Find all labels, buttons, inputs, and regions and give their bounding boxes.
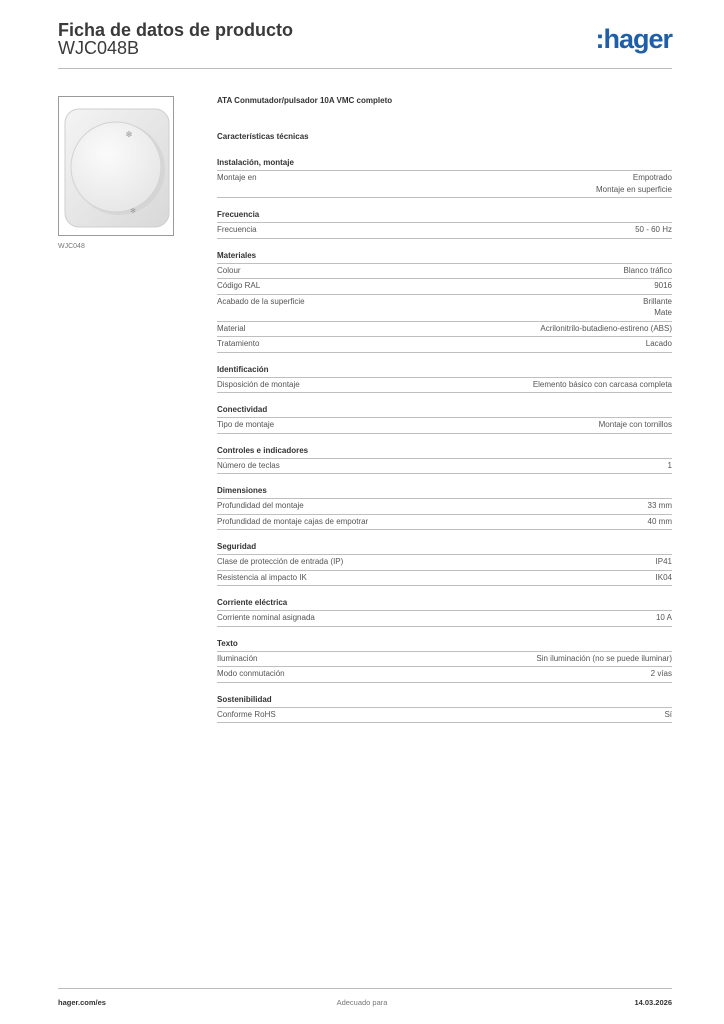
spec-row — [217, 571, 672, 587]
spec-label: Acabado de la superficie — [217, 296, 305, 306]
spec-value — [664, 709, 672, 721]
spec-section — [217, 484, 672, 530]
spec-label: Frecuencia — [217, 225, 257, 234]
section-title: Instalación, montaje — [217, 156, 672, 171]
spec-value — [654, 280, 672, 292]
spec-content — [217, 96, 672, 723]
spec-value-line: 33 mm — [647, 501, 672, 510]
spec-label: Resistencia al impacto IK — [217, 572, 307, 582]
spec-section — [217, 596, 672, 627]
footer-website-link[interactable]: hager.com/es — [58, 998, 106, 1007]
spec-label: Tipo de montaje — [217, 420, 275, 429]
section-title: Dimensiones — [217, 484, 672, 499]
spec-row — [217, 223, 672, 239]
product-code: WJC048B — [58, 38, 140, 58]
spec-value-line: Elemento básico con carcasa completa — [532, 379, 672, 389]
spec-value-line: IP41 — [655, 557, 672, 566]
spec-row — [217, 515, 672, 531]
svg-text:✻: ✻ — [130, 208, 136, 215]
spec-section — [217, 403, 672, 434]
spec-value — [656, 556, 672, 568]
spec-value-line: Brillante — [643, 296, 672, 306]
svg-text:✻: ✻ — [125, 130, 133, 139]
spec-value-line: Acrilonitrilo-butadieno-estireno (ABS) — [540, 323, 672, 333]
spec-value — [533, 379, 672, 391]
footer-center-text: Adecuado para — [336, 998, 388, 1007]
spec-section — [217, 208, 672, 239]
spec-value — [599, 419, 672, 431]
spec-row — [217, 708, 672, 724]
spec-label: Conforme RoHS — [217, 709, 276, 719]
spec-label: Número de teclas — [217, 460, 280, 470]
spec-value — [540, 323, 672, 335]
hager-logo: :hager — [595, 24, 672, 54]
spec-value — [651, 668, 672, 680]
spec-section — [217, 249, 672, 353]
spec-label: Montaje en — [217, 173, 257, 182]
spec-row — [217, 652, 672, 668]
spec-value-line: Sin iluminación (no se puede iluminar) — [536, 653, 672, 663]
spec-row — [217, 555, 672, 571]
spec-section — [217, 363, 672, 394]
spec-label: Profundidad de montaje cajas de empotrar — [217, 516, 369, 526]
spec-value-line: 40 mm — [647, 516, 672, 526]
spec-label: Material — [217, 323, 246, 333]
section-title: Frecuencia — [217, 208, 672, 223]
spec-row — [217, 459, 672, 475]
spec-label: Colour — [217, 265, 241, 275]
product-image — [58, 96, 174, 236]
spec-value — [596, 172, 672, 195]
header-divider — [58, 68, 672, 69]
spec-value — [536, 653, 672, 665]
logo-text: hager — [603, 24, 672, 54]
spec-label: Disposición de montaje — [217, 379, 300, 389]
spec-row — [217, 279, 672, 295]
spec-value — [646, 338, 672, 350]
spec-label: Modo conmutación — [217, 669, 285, 678]
spec-row — [217, 264, 672, 280]
spec-row — [217, 295, 672, 322]
spec-value — [656, 612, 672, 624]
spec-value-line: Sí — [664, 709, 672, 719]
spec-value — [643, 296, 672, 319]
spec-value-line: 10 A — [655, 613, 672, 622]
spec-row — [217, 378, 672, 394]
footer-divider — [58, 988, 672, 989]
spec-row — [217, 171, 672, 198]
spec-value-line: Montaje en superficie — [595, 184, 672, 194]
spec-value — [635, 224, 672, 236]
spec-section — [217, 444, 672, 475]
section-title: Corriente eléctrica — [217, 596, 672, 611]
spec-section — [217, 693, 672, 724]
product-name: ATA Conmutador/pulsador 10A VMC completo — [217, 96, 393, 105]
spec-label: Código RAL — [217, 281, 261, 290]
spec-value — [648, 516, 672, 528]
section-title: Materiales — [217, 249, 672, 264]
spec-section — [217, 540, 672, 586]
spec-value-line: Mate — [654, 308, 672, 317]
spec-value-line: Blanco tráfico — [623, 265, 672, 275]
section-title: Identificación — [217, 363, 672, 378]
spec-label: Profundidad del montaje — [217, 501, 304, 510]
section-title: Sostenibilidad — [217, 693, 672, 708]
section-title: Seguridad — [217, 540, 672, 555]
spec-row — [217, 611, 672, 627]
spec-row — [217, 499, 672, 515]
spec-value — [668, 460, 672, 472]
spec-row — [217, 322, 672, 338]
spec-value-line: 50 - 60 Hz — [635, 225, 672, 234]
spec-value-line: 2 vías — [650, 669, 672, 678]
footer-date: 14.03.2026 — [634, 998, 672, 1007]
section-title: Controles e indicadores — [217, 444, 672, 459]
spec-row — [217, 337, 672, 353]
spec-value — [648, 500, 672, 512]
spec-section — [217, 637, 672, 683]
spec-value-line: Lacado — [645, 339, 672, 348]
spec-label: Tratamiento — [217, 339, 260, 348]
section-title: Texto — [217, 637, 672, 652]
spec-value-line: Empotrado — [632, 173, 672, 182]
spec-row — [217, 667, 672, 683]
spec-label: Clase de protección de entrada (IP) — [217, 557, 344, 566]
page-title: Ficha de datos de producto — [58, 20, 294, 40]
spec-label: Iluminación — [217, 653, 258, 663]
image-caption: WJC048 — [58, 243, 85, 250]
spec-row — [217, 418, 672, 434]
spec-label: Corriente nominal asignada — [217, 613, 315, 622]
spec-section — [217, 156, 672, 198]
tech-heading: Características técnicas — [217, 132, 309, 141]
spec-value — [624, 265, 672, 277]
spec-sections — [217, 156, 672, 723]
spec-value-line: 1 — [667, 460, 672, 470]
section-title: Conectividad — [217, 403, 672, 418]
spec-value — [656, 572, 672, 584]
spec-value-line: Montaje con tornillos — [598, 420, 672, 429]
spec-value-line: 9016 — [654, 281, 672, 290]
spec-value-line: IK04 — [655, 572, 672, 582]
switch-image-icon — [59, 97, 173, 235]
